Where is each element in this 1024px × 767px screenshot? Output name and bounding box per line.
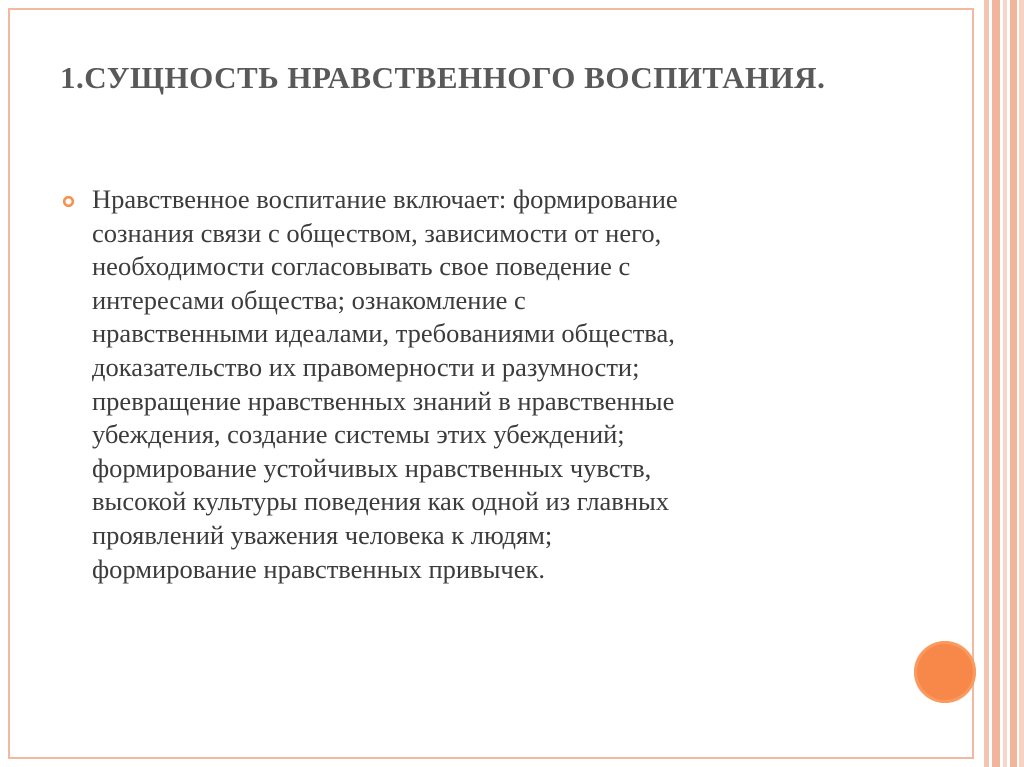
bullet-item: [62, 183, 902, 586]
stripe: [1010, 0, 1017, 767]
slide-title: 1.СУЩНОСТЬ НРАВСТВЕННОГО ВОСПИТАНИЯ.: [60, 60, 826, 95]
stripe: [992, 0, 1000, 767]
bullet-text: Нравственное воспитание включает: формирование сознания связи с обществом, зависимости от него, необходимости согласовывать свое поведение с интересами общества; ознакомление с нравственными идеалами, требованиями общества, доказательство их правомерности и разумности; превращение нравственных знаний в нравственные убеждения, создание системы этих убеждений; формирование устойчивых нравственных чувств, высокой культуры поведения как одной из главных проявлений уважения человека к людям; формирование нравственных привычек.: [92, 184, 678, 584]
stripe: [1003, 0, 1007, 767]
stripe: [1019, 0, 1024, 767]
decorative-stripes: [984, 0, 1024, 767]
slide-content: [62, 183, 902, 586]
stripe: [984, 0, 989, 767]
ring-bullet-icon: [62, 195, 75, 208]
orange-circle-icon: [914, 641, 976, 703]
